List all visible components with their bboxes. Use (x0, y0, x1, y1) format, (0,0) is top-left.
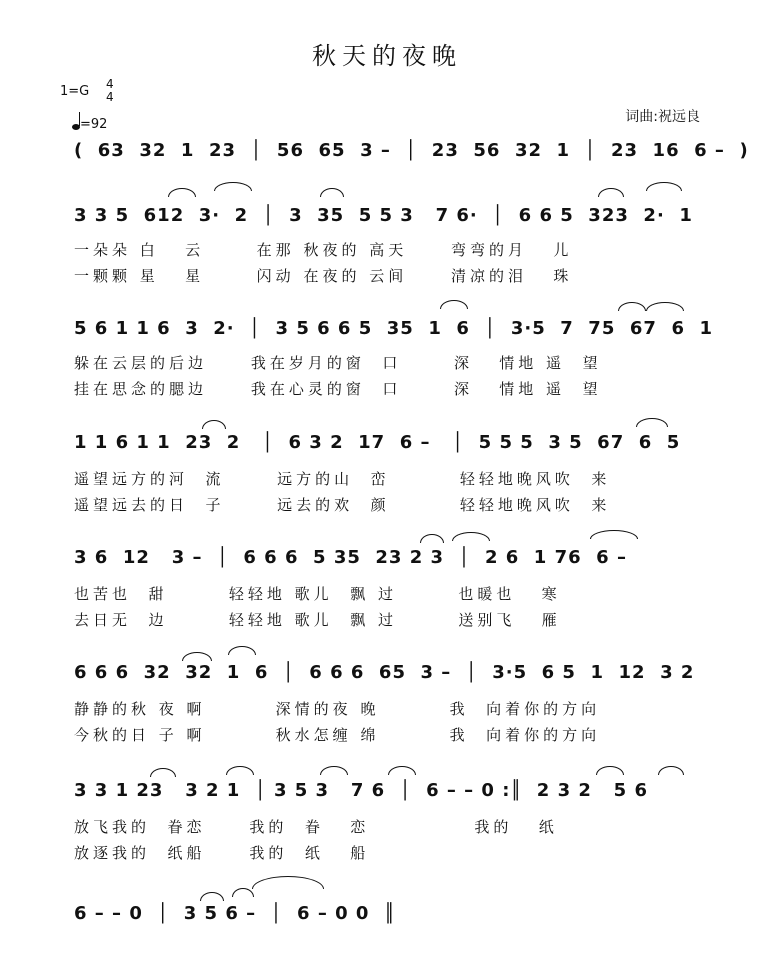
slur-mark (168, 188, 196, 197)
lyric-verse-1: 躲在云层的后边 我在岁月的窗 口 深 情地 遥 望 (74, 354, 602, 372)
slur-mark (590, 530, 638, 539)
notation-line: 5 6 1 1 6 3 2· │ 3 5 6 6 5 35 1 6 │ 3·5 7 75 67 6 1 (74, 318, 714, 339)
lyric-verse-2: 去日无 边 轻轻地 歌儿 飘 过 送别飞 雁 (74, 611, 561, 629)
lyric-verse-1: 也苦也 甜 轻轻地 歌儿 飘 过 也暖也 寒 (74, 585, 561, 603)
notation-line: ( 63 32 1 23 │ 56 65 3 – │ 23 56 32 1 │ 23 16 6 – ) (74, 140, 749, 161)
slur-mark (202, 420, 226, 429)
slur-mark (182, 652, 212, 661)
slur-mark (252, 876, 324, 889)
slur-mark (658, 766, 684, 775)
lyric-verse-1: 一朵朵 白 云 在那 秋夜的 高天 弯弯的月 儿 (74, 241, 573, 259)
slur-mark (232, 888, 254, 897)
slur-mark (596, 766, 624, 775)
lyric-verse-1: 静静的秋 夜 啊 深情的夜 晚 我 向着你的方向 (74, 700, 601, 718)
slur-mark (150, 768, 176, 777)
slur-mark (320, 188, 344, 197)
slur-mark (200, 892, 224, 901)
time-signature (106, 78, 114, 104)
slur-mark (228, 646, 256, 655)
notation-line: 1 1 6 1 1 23 2 │ 6 3 2 17 6 – │ 5 5 5 3 5 67 6 5 (74, 432, 681, 453)
notation-line: 6 – – 0 │ 3 5 6 – │ 6 – 0 0 ║ (74, 903, 396, 924)
slur-mark (636, 418, 668, 427)
page-title: 秋天的夜晚 (312, 42, 462, 70)
tempo-marking (72, 112, 107, 132)
slur-mark (440, 300, 468, 309)
notation-line: 6 6 6 32 32 1 6 │ 6 6 6 65 3 – │ 3·5 6 5 1 12 3 2 (74, 662, 695, 683)
lyric-verse-2: 一颗颗 星 星 闪动 在夜的 云间 清凉的泪 珠 (74, 267, 573, 285)
slur-mark (420, 534, 444, 543)
meter-top: 4 (106, 77, 114, 91)
slur-mark (320, 766, 348, 775)
tempo-value: =92 (80, 117, 108, 132)
slur-mark (452, 532, 490, 541)
lyric-verse-1: 遥望远方的河 流 远方的山 峦 轻轻地晚风吹 来 (74, 470, 611, 488)
slur-mark (618, 302, 646, 311)
notation-line: 3 6 12 3 – │ 6 6 6 5 35 23 2 3 │ 2 6 1 76 6 – (74, 547, 627, 568)
lyric-verse-2: 挂在思念的腮边 我在心灵的窗 口 深 情地 遥 望 (74, 380, 602, 398)
slur-mark (598, 188, 624, 197)
lyric-verse-2: 今秋的日 子 啊 秋水怎缠 绵 我 向着你的方向 (74, 726, 601, 744)
slur-mark (646, 182, 682, 191)
credit: 词曲:祝远良 (625, 109, 700, 125)
key-signature: 1=G (60, 84, 90, 99)
notation-line: 3 3 5 612 3· 2 │ 3 35 5 5 3 7 6· │ 6 6 5 323 2· 1 (74, 205, 693, 226)
slur-mark (226, 766, 254, 775)
meter-bottom: 4 (106, 90, 114, 104)
lyric-verse-2: 遥望远去的日 子 远去的欢 颜 轻轻地晚风吹 来 (74, 496, 611, 514)
lyric-verse-2: 放逐我的 纸船 我的 纸 船 (74, 844, 370, 862)
lyric-verse-1: 放飞我的 眷恋 我的 眷 恋 我的 纸 (74, 818, 558, 836)
notation-line: 3 3 1 23 3 2 1 │ 3 5 3 7 6 │ 6 – – 0 :║ 2 3 2 5 6 (74, 780, 648, 801)
slur-mark (646, 302, 684, 311)
slur-mark (388, 766, 416, 775)
slur-mark (214, 182, 252, 191)
